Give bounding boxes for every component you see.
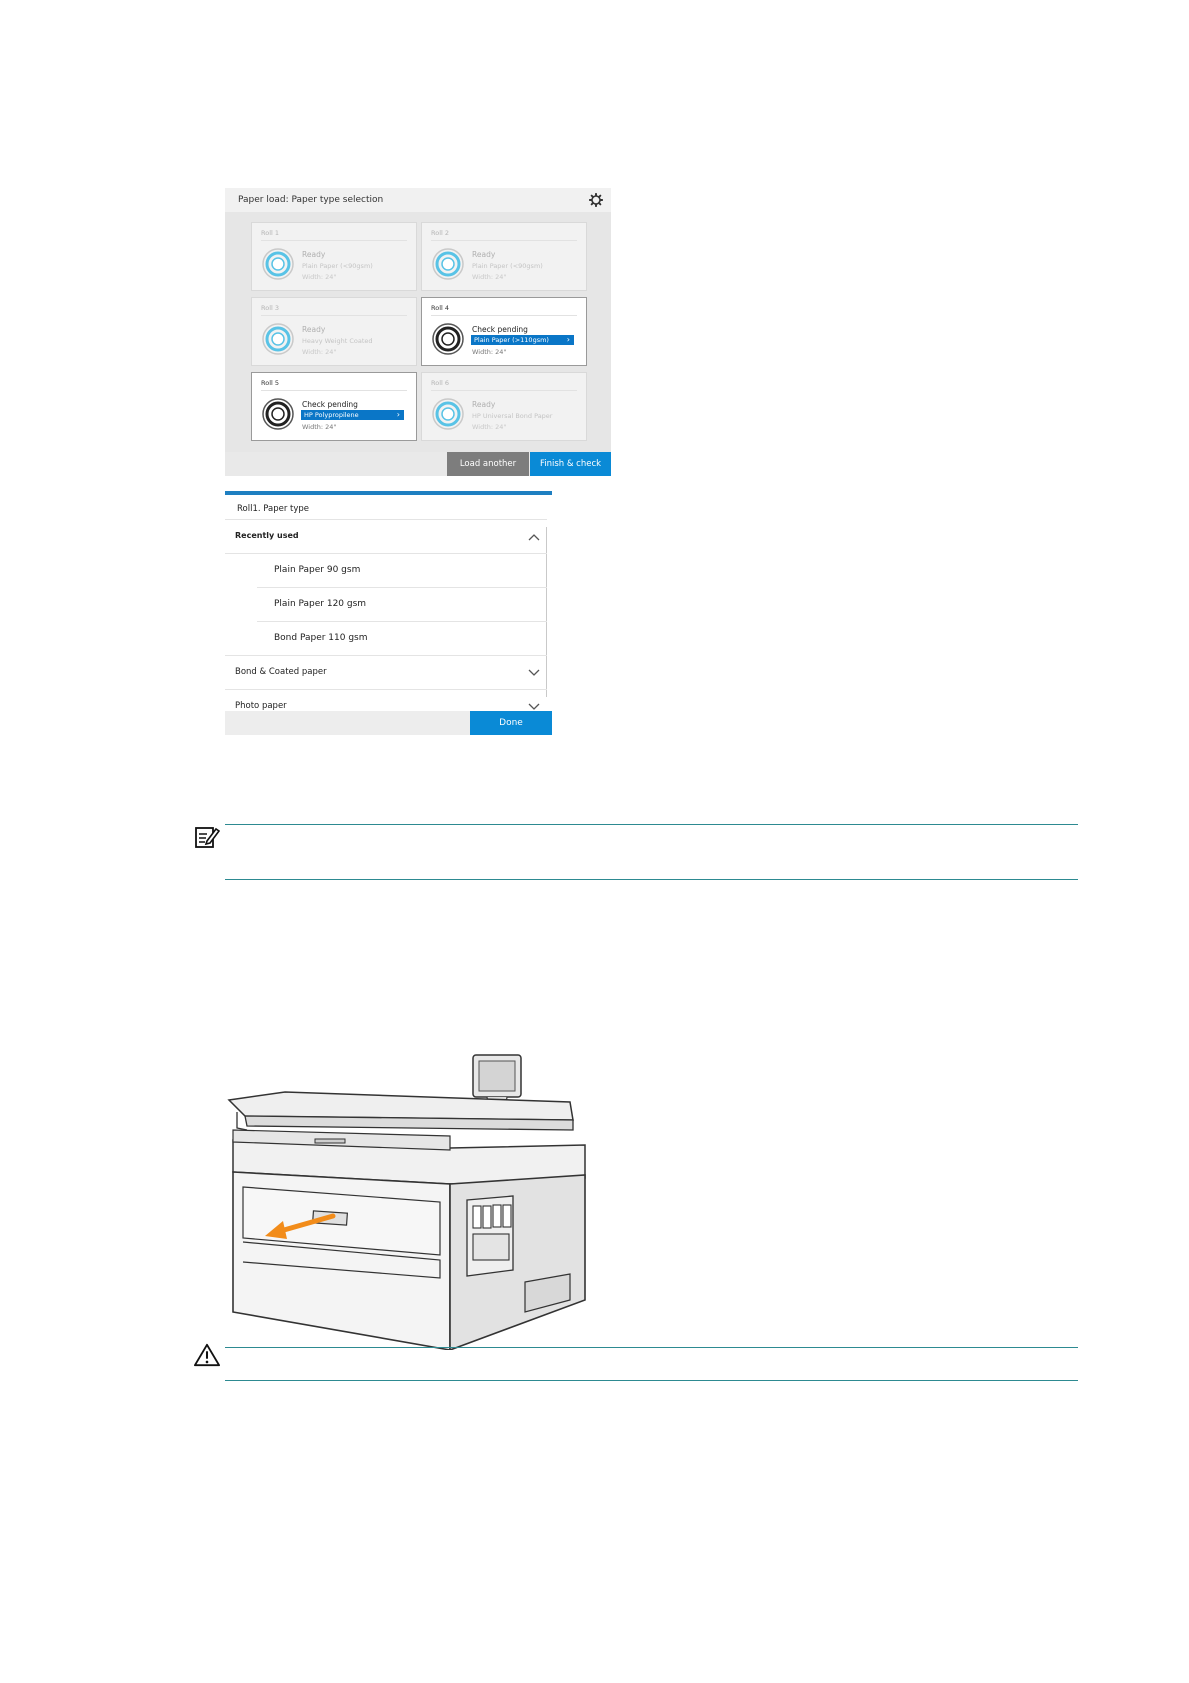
paper-roll-icon — [431, 322, 465, 356]
roll-paper-type: Plain Paper (>110gsm) — [474, 336, 549, 344]
paper-roll-icon — [431, 397, 465, 431]
paper-roll-icon — [261, 322, 295, 356]
screen-title: Roll1. Paper type — [237, 504, 310, 514]
roll-card-6[interactable] — [421, 372, 587, 441]
group-bond-coated[interactable]: Bond & Coated paper — [235, 667, 327, 677]
done-button[interactable]: Done — [470, 711, 552, 735]
note-bottom-rule — [225, 879, 1078, 880]
chevron-up-icon[interactable] — [528, 533, 540, 541]
roll-card-5[interactable] — [251, 372, 417, 441]
list-item[interactable]: Bond Paper 110 gsm — [274, 633, 368, 643]
chevron-right-icon: › — [566, 335, 570, 344]
roll-width: Width: 24" — [472, 423, 507, 431]
roll-status: Ready — [302, 325, 326, 334]
roll-status: Ready — [472, 250, 496, 259]
list-item[interactable]: Plain Paper 120 gsm — [274, 599, 367, 609]
finish-check-button[interactable]: Finish & check — [530, 452, 611, 476]
group-recently-used[interactable]: Recently used — [235, 531, 299, 540]
note-icon — [194, 824, 220, 850]
paper-roll-icon — [261, 247, 295, 281]
screen-header — [225, 188, 611, 212]
roll-status: Check pending — [472, 325, 528, 334]
roll-paper-type: HP Polypropilene — [304, 411, 359, 419]
roll-name: Roll 2 — [431, 229, 450, 237]
roll-name: Roll 3 — [261, 304, 280, 312]
roll-paper-type: HP Universal Bond Paper — [472, 412, 553, 420]
roll-width: Width: 24" — [472, 348, 507, 356]
roll-paper-type-select[interactable] — [471, 335, 574, 345]
roll-card-1[interactable] — [251, 222, 417, 291]
roll-card-3[interactable] — [251, 297, 417, 366]
group-photo-paper[interactable]: Photo paper — [235, 701, 287, 711]
roll-paper-type: Plain Paper (<90gsm) — [302, 262, 373, 270]
roll-card-2[interactable] — [421, 222, 587, 291]
paper-type-list-screen — [225, 491, 552, 735]
roll-width: Width: 24" — [302, 423, 337, 431]
warning-bottom-rule — [225, 1380, 1078, 1381]
roll-status: Ready — [472, 400, 496, 409]
roll-card-4[interactable] — [421, 297, 587, 366]
roll-paper-type: Plain Paper (<90gsm) — [472, 262, 543, 270]
roll-width: Width: 24" — [302, 348, 337, 356]
roll-status: Check pending — [302, 400, 358, 409]
list-item[interactable]: Plain Paper 90 gsm — [274, 565, 361, 575]
load-another-button[interactable]: Load another — [447, 452, 529, 476]
roll-status: Ready — [302, 250, 326, 259]
roll-name: Roll 6 — [431, 379, 450, 387]
gear-icon[interactable] — [589, 193, 603, 207]
paper-roll-icon — [261, 397, 295, 431]
roll-width: Width: 24" — [472, 273, 507, 281]
warning-icon — [194, 1342, 220, 1368]
roll-name: Roll 5 — [261, 379, 280, 387]
screen-top-accent — [225, 491, 552, 495]
screen-title: Paper load: Paper type selection — [238, 195, 384, 205]
roll-paper-type: Heavy Weight Coated — [302, 337, 373, 345]
paper-type-selection-screen — [225, 188, 611, 476]
roll-paper-type-select[interactable] — [301, 410, 404, 420]
roll-width: Width: 24" — [302, 273, 337, 281]
warning-top-rule — [225, 1347, 1078, 1348]
roll-name: Roll 1 — [261, 229, 280, 237]
roll-name: Roll 4 — [431, 304, 450, 312]
paper-roll-icon — [431, 247, 465, 281]
chevron-right-icon: › — [396, 410, 400, 419]
chevron-down-icon[interactable] — [528, 703, 540, 711]
note-top-rule — [225, 824, 1078, 825]
chevron-down-icon[interactable] — [528, 669, 540, 677]
printer-illustration — [225, 1050, 595, 1350]
